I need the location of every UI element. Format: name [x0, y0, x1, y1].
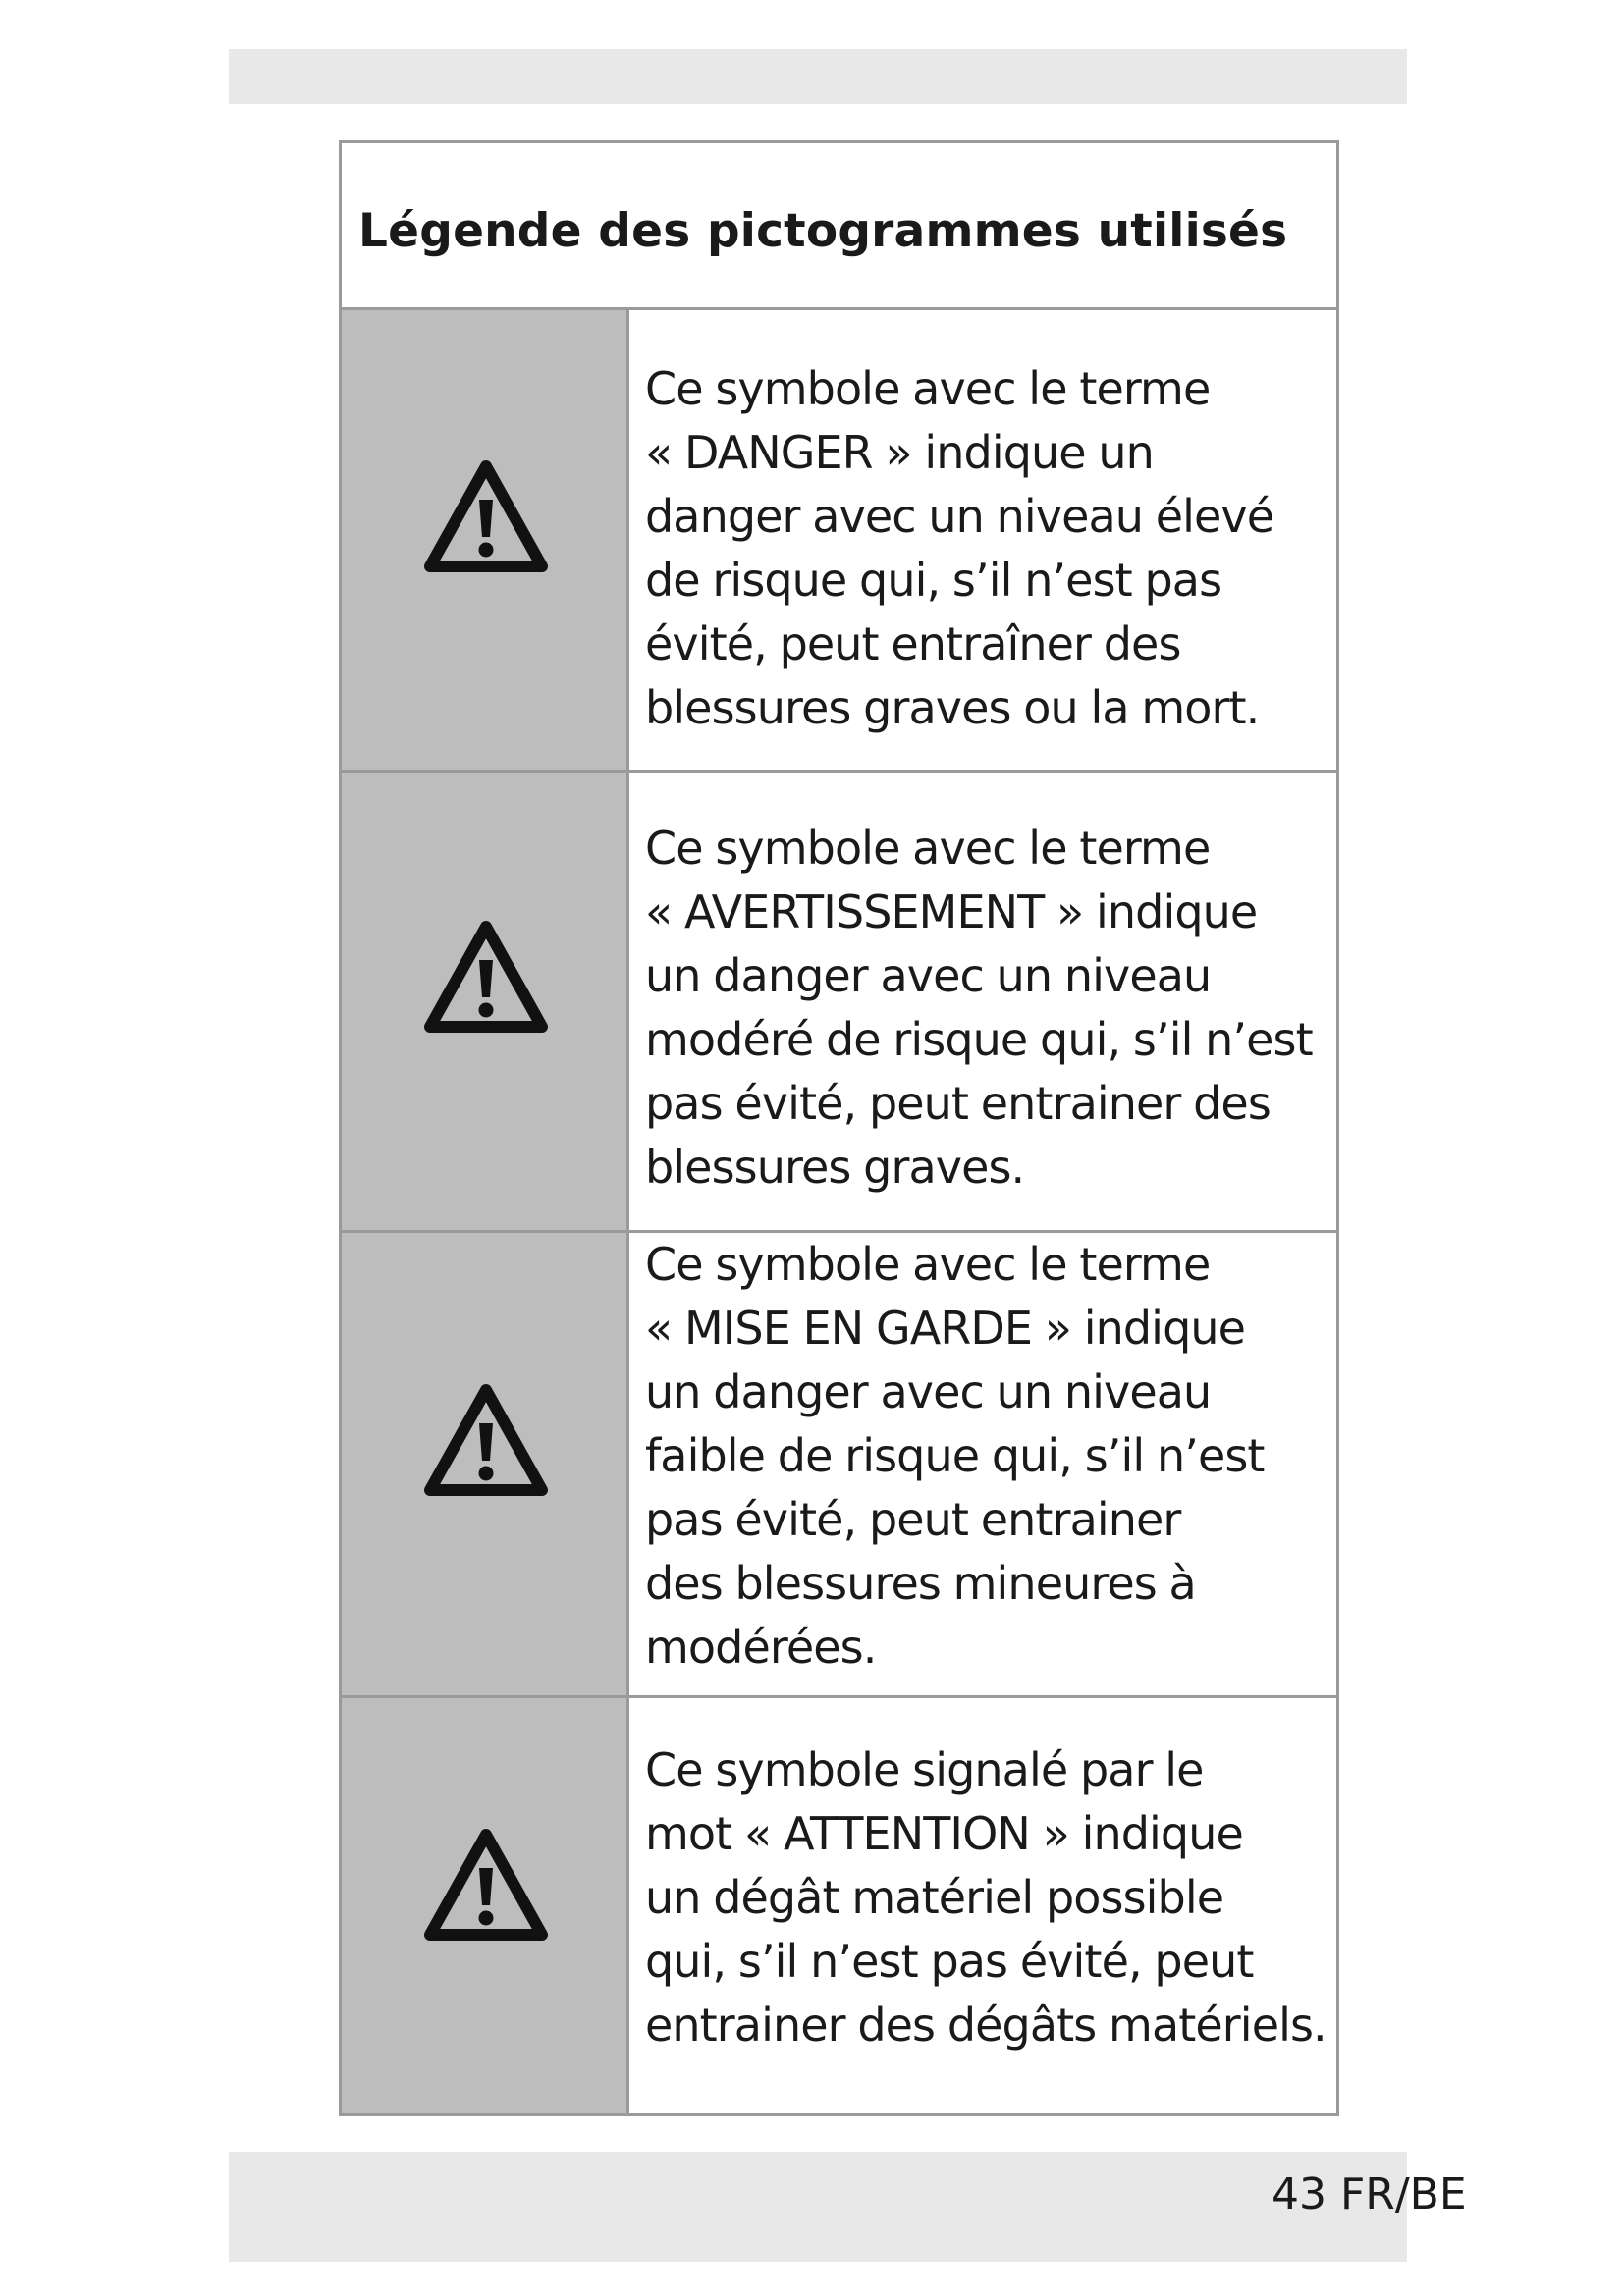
legend-description-avertissement: Ce symbole avec le terme « AVERTISSEMENT » indique un danger avec un niveau modéré de risque qui, s’il n’est pas évité, peut entrainer des blessures graves. [645, 822, 1313, 1194]
legend-row-danger [342, 310, 1336, 773]
legend-description-mise-en-garde: Ce symbole avec le terme « MISE EN GARDE » indique un danger avec un niveau faible de risque qui, s’il n’est pas évité, peut entrainer des blessures mineures à modérées. [645, 1238, 1265, 1674]
icon-cell [342, 310, 629, 770]
icon-cell [342, 1698, 629, 2113]
icon-cell [342, 773, 629, 1230]
warning-triangle-icon [422, 1827, 550, 1943]
page-number: 43 FR/BE [1272, 2169, 1467, 2219]
legend-description-attention: Ce symbole signalé par le mot « ATTENTION » indique un dégât matériel possible qui, s’il n’est pas évité, peut entrainer des dégâts matériels. [645, 1743, 1326, 2052]
legend-row-mise-en-garde [342, 1233, 1336, 1698]
warning-triangle-icon [422, 458, 550, 574]
pictogram-legend-table [339, 140, 1339, 2116]
legend-row-avertissement [342, 773, 1336, 1233]
header-band [229, 49, 1407, 104]
icon-cell [342, 1233, 629, 1695]
warning-triangle-icon [422, 919, 550, 1035]
legend-description-danger: Ce symbole avec le terme « DANGER » indique un danger avec un niveau élevé de risque qui, s’il n’est pas évité, peut entraîner des blessures graves ou la mort. [645, 362, 1274, 734]
legend-row-attention [342, 1698, 1336, 2113]
legend-title: Légende des pictogrammes utilisés [358, 204, 1288, 258]
footer-band [229, 2152, 1467, 2262]
legend-header [342, 143, 1336, 310]
warning-triangle-icon [422, 1382, 550, 1498]
